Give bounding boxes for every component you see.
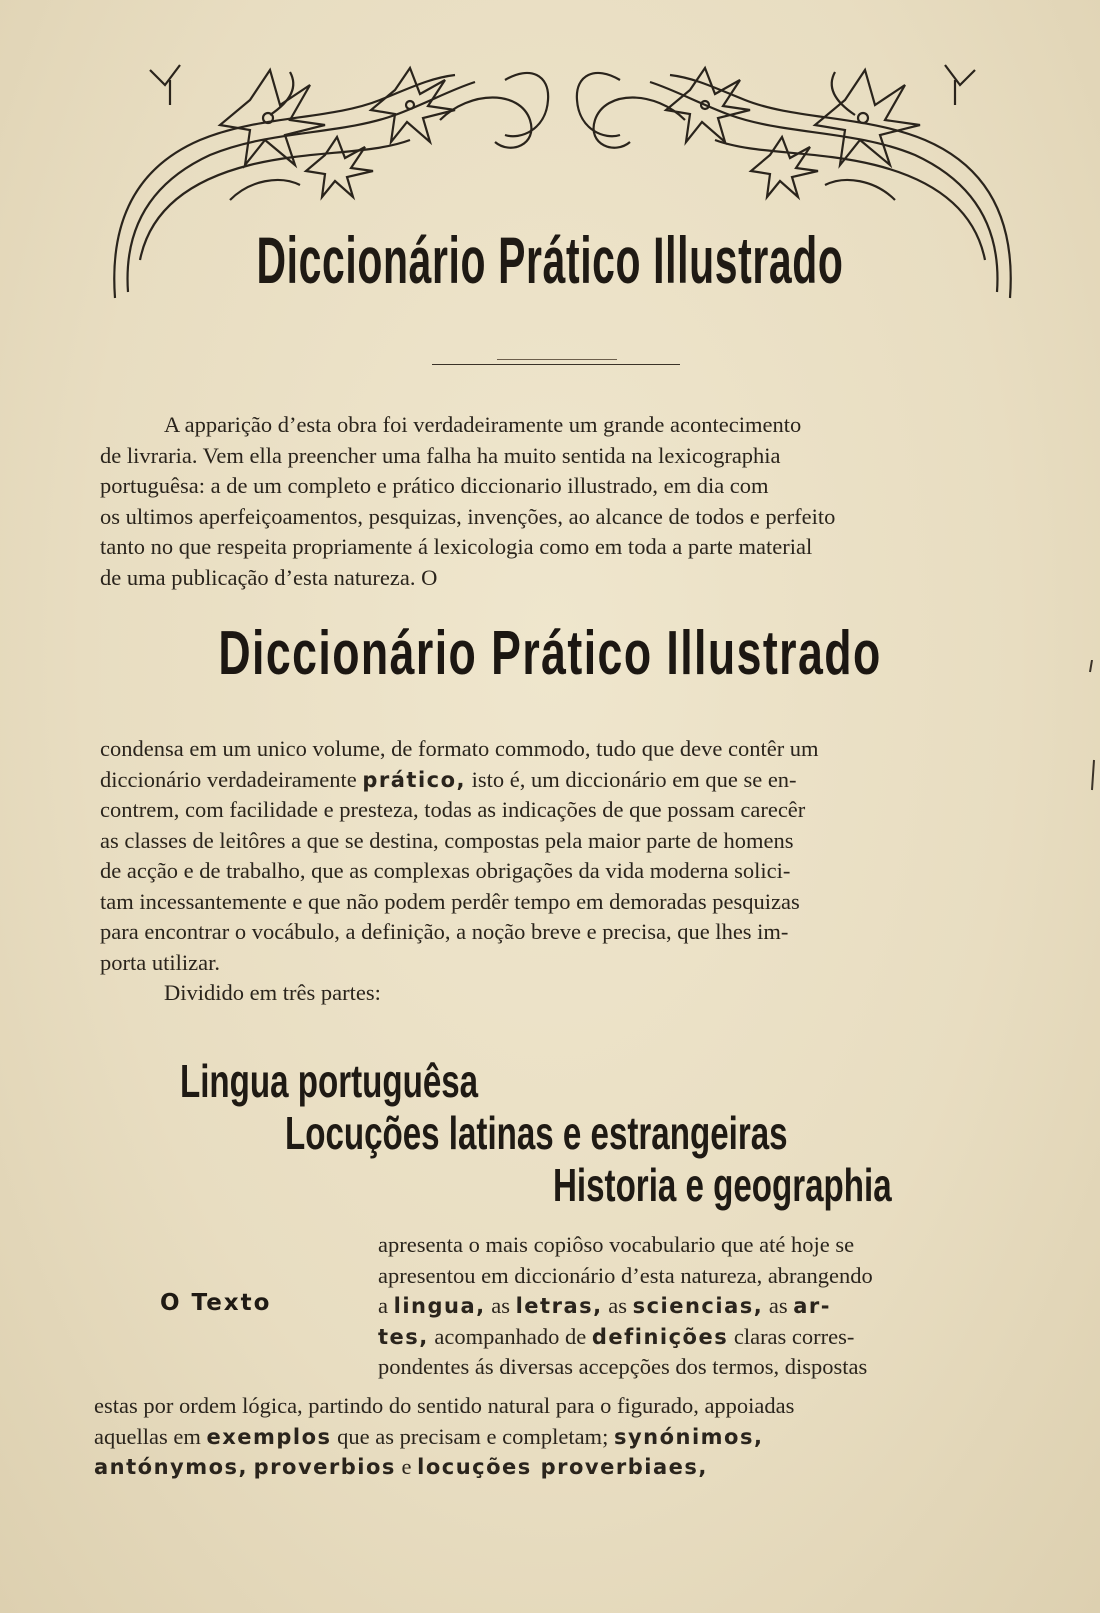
body-line: porta utilizar. — [100, 949, 220, 975]
body-line: as classes de leitôres a que se destina, compostas pela maior parte de homens — [100, 827, 794, 853]
texto-label: O Texto — [160, 1290, 272, 1316]
texto-line: pondentes ás diversas accepções dos termos, dispostas — [378, 1354, 868, 1379]
body-text: isto é, um diccionário em que se en- — [466, 766, 797, 792]
body-text: as — [485, 1293, 516, 1318]
intro-line: de livraria. Vem ella preencher uma falha ha muito sentida na lexicographia — [100, 442, 781, 468]
divider-rule — [432, 364, 680, 365]
body-text: claras corres- — [728, 1323, 855, 1349]
emphasis-word: sciencias, — [632, 1294, 764, 1318]
body-text: acompanhado de — [428, 1323, 592, 1349]
intro-line: de uma publicação d’esta natureza. O — [100, 564, 438, 590]
page-title: Diccionário Prático Illustrado — [256, 223, 844, 297]
emphasis-word: lingua, — [393, 1294, 486, 1318]
part-heading-3: Historia e geographia — [553, 1159, 892, 1211]
emphasis-word: exemplos — [206, 1424, 332, 1449]
tail-line: estas por ordem lógica, partindo do sentido natural para o figurado, appoiadas — [94, 1393, 795, 1418]
body-line — [100, 765, 1012, 796]
tail-line — [94, 1422, 1012, 1453]
tail-paragraph — [94, 1391, 1012, 1483]
intro-line: os ultimos aperfeiçoamentos, pesquizas, invenções, ao alcance de todos e perfeito — [100, 503, 836, 529]
body-text: as — [602, 1293, 633, 1318]
body-line: de acção e de trabalho, que as complexas obrigações da vida moderna solici- — [100, 858, 791, 883]
intro-line: A apparição d’esta obra foi verdadeiramente um grande acontecimento — [164, 412, 802, 437]
emphasis-word: letras, — [515, 1294, 603, 1318]
body-line: tam incessantemente e que não podem perdêr tempo em demoradas pesquizas — [100, 888, 800, 914]
description-paragraph — [100, 734, 1012, 1009]
body-line: condensa em um unico volume, de formato commodo, tudo que deve contêr um — [100, 736, 819, 761]
body-line: contrem, com facilidade e presteza, todas as indicações de que possam carecêr — [100, 797, 806, 822]
emphasis-word: antónymos, — [94, 1455, 249, 1479]
emphasis-word: locuções proverbiaes, — [417, 1455, 708, 1479]
emphasis-word: tes, — [378, 1324, 429, 1349]
emphasis-word: prático, — [362, 767, 467, 792]
texto-line: apresenta o mais copiôso vocabulario que até hoje se — [378, 1232, 855, 1257]
body-text: e — [395, 1454, 418, 1479]
texto-paragraph — [378, 1230, 1010, 1383]
tail-line — [94, 1452, 1012, 1483]
section-title: Diccionário Prático Illustrado — [218, 619, 882, 688]
emphasis-word: definições — [591, 1324, 729, 1349]
intro-paragraph — [100, 410, 1012, 593]
part-heading-2: Locuções latinas e estrangeiras — [285, 1107, 788, 1159]
body-line: Dividido em três partes: — [164, 980, 381, 1005]
body-text: as — [763, 1293, 794, 1318]
body-text: aquellas em — [94, 1423, 207, 1449]
divider-rule-short — [497, 359, 617, 360]
intro-line: portuguêsa: a de um completo e prático diccionario illustrado, em dia com — [100, 473, 769, 498]
emphasis-word: proverbios — [253, 1455, 396, 1479]
emphasis-word: ar- — [793, 1294, 831, 1318]
body-text: que as precisam e completam; — [331, 1423, 614, 1449]
intro-line: tanto no que respeita propriamente á lexicologia como em toda a parte material — [100, 534, 813, 559]
emphasis-word: synónimos, — [613, 1424, 764, 1449]
body-text: diccionário verdadeiramente — [100, 766, 363, 792]
part-heading-1: Lingua portuguêsa — [180, 1055, 479, 1107]
texto-line: apresentou em diccionário d’esta natureza, abrangendo — [378, 1262, 873, 1288]
texto-line — [378, 1291, 1010, 1322]
body-text: a — [378, 1293, 394, 1318]
texto-line — [378, 1322, 1010, 1353]
body-line: para encontrar o vocábulo, a definição, a noção breve e precisa, que lhes im- — [100, 919, 789, 944]
page-edge-mark — [1086, 660, 1100, 820]
